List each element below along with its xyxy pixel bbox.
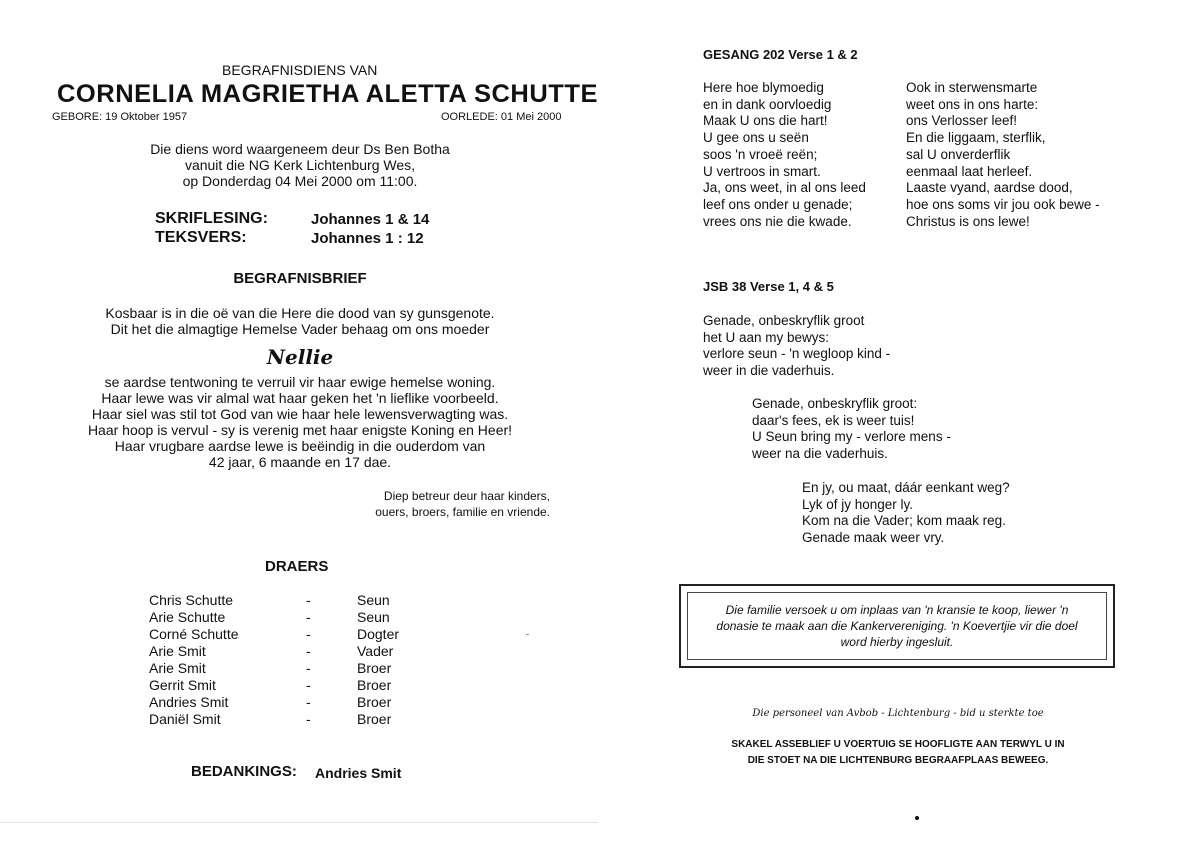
instruction-line: DIE STOET NA DIE LICHTENBURG BEGRAAFPLAAS BEWEEG. bbox=[747, 755, 1049, 766]
reading-label: SKRIFLESING: bbox=[155, 210, 268, 227]
text-value: Johannes 1 : 12 bbox=[311, 230, 424, 247]
bearer-relation: Broer bbox=[357, 660, 392, 676]
bearer-dash: - bbox=[306, 609, 311, 625]
bearer-name: Arie Smit bbox=[149, 643, 206, 659]
service-line: vanuit die NG Kerk Lichtenburg Wes, bbox=[184, 157, 416, 173]
letter-body bbox=[40, 374, 560, 470]
service-heading: BEGRAFNISDIENS VAN bbox=[222, 62, 378, 78]
bearers-list bbox=[0, 592, 600, 732]
verse-line: weer na die vaderhuis. bbox=[752, 446, 888, 462]
birth-date: GEBORE: 19 Oktober 1957 bbox=[52, 111, 188, 123]
verse-line: Laaste vyand, aardse dood, bbox=[906, 180, 1073, 196]
verse-line: ons Verlosser leef! bbox=[906, 113, 1018, 129]
bearer-dash: - bbox=[306, 677, 311, 693]
verse-line: weer in die vaderhuis. bbox=[703, 363, 835, 379]
bearer-relation: Seun bbox=[357, 609, 390, 625]
scan-speck bbox=[526, 634, 529, 635]
verse-line: weet ons in ons harte: bbox=[906, 96, 1039, 112]
hymn2-verse1 bbox=[703, 313, 890, 380]
bearer-dash: - bbox=[306, 711, 311, 727]
bearer-name: Andries Smit bbox=[149, 694, 229, 710]
page-edge bbox=[0, 822, 598, 823]
deceased-name: CORNELIA MAGRIETHA ALETTA SCHUTTE bbox=[57, 80, 598, 108]
service-line: Die diens word waargeneem deur Ds Ben Botha bbox=[150, 141, 450, 157]
bearer-name: Daniël Smit bbox=[149, 711, 221, 727]
letter-intro bbox=[50, 305, 550, 337]
thanks-label: BEDANKINGS: bbox=[191, 763, 297, 780]
bearers-title: DRAERS bbox=[265, 558, 329, 575]
verse-line: En die liggaam, sterflik, bbox=[906, 130, 1046, 146]
letter-line: 42 jaar, 6 maande en 17 dae. bbox=[208, 454, 392, 470]
reading-value: Johannes 1 & 14 bbox=[311, 211, 430, 228]
verse-line: het U aan my bewys: bbox=[703, 329, 830, 345]
bearer-dash: - bbox=[306, 660, 311, 676]
hymn2-verse2 bbox=[752, 396, 951, 463]
text-label: TEKSVERS: bbox=[155, 229, 247, 246]
letter-line: Haar hoop is vervul - sy is verenig met haar enigste Koning en Heer! bbox=[87, 422, 513, 438]
verse-line: En jy, ou maat, dáár eenkant weg? bbox=[802, 480, 1010, 495]
verse-line: vrees ons nie die kwade. bbox=[703, 213, 852, 229]
verse-line: sal U onverderflik bbox=[906, 146, 1011, 162]
service-details bbox=[100, 141, 500, 189]
bearer-relation: Seun bbox=[357, 592, 390, 608]
verse-line: U vertroos in smart. bbox=[703, 163, 821, 179]
hymn1-verse2 bbox=[906, 80, 1100, 230]
verse-line: Here hoe blymoedig bbox=[703, 80, 824, 95]
verse-line: Maak U ons die hart! bbox=[703, 113, 828, 129]
verse-line: en in dank oorvloedig bbox=[703, 96, 832, 112]
thanks-value: Andries Smit bbox=[315, 765, 402, 781]
verse-line: U gee ons u seën bbox=[703, 130, 809, 146]
letter-title: BEGRAFNISBRIEF bbox=[233, 270, 367, 287]
death-date: OORLEDE: 01 Mei 2000 bbox=[441, 111, 562, 123]
bearer-relation: Broer bbox=[357, 694, 392, 710]
donation-notice bbox=[679, 584, 1115, 668]
verse-line: Genade maak weer vry. bbox=[802, 530, 945, 546]
bearer-relation: Vader bbox=[357, 643, 394, 659]
mourners bbox=[300, 488, 550, 520]
verse-line: soos 'n vroeë reën; bbox=[703, 146, 818, 162]
verse-line: Christus is ons lewe! bbox=[906, 213, 1030, 229]
bearer-dash: - bbox=[306, 643, 311, 659]
letter-line: Haar siel was stil tot God van wie haar hele lewensverwagting was. bbox=[91, 406, 509, 422]
letter-line: Haar lewe was vir almal wat haar geken het 'n lieflike voorbeeld. bbox=[101, 390, 499, 406]
service-line: op Donderdag 04 Mei 2000 om 11:00. bbox=[182, 173, 418, 189]
bearer-dash: - bbox=[306, 592, 311, 608]
verse-line: Genade, onbeskryflik groot bbox=[703, 313, 865, 328]
verse-line: eenmaal laat herleef. bbox=[906, 163, 1033, 179]
mourners-line: Diep betreur deur haar kinders, bbox=[383, 489, 550, 503]
bearer-dash: - bbox=[306, 626, 311, 642]
bearer-name: Arie Schutte bbox=[149, 609, 226, 625]
mourners-line: ouers, broers, familie en vriende. bbox=[375, 505, 550, 519]
hymn1-title: GESANG 202 Verse 1 & 2 bbox=[703, 47, 858, 62]
bearer-relation: Dogter bbox=[357, 626, 400, 642]
letter-line: se aardse tentwoning te verruil vir haar ewige hemelse woning. bbox=[104, 374, 496, 390]
donation-notice-text: Die familie versoek u om inplaas van 'n kransie te koop, liewer 'n donasie te maak aan die Kankervereniging. 'n Koevertjie vir die doel word hierby ingesluit. bbox=[687, 592, 1107, 660]
bearer-name: Gerrit Smit bbox=[149, 677, 216, 693]
bearer-name: Corné Schutte bbox=[149, 626, 239, 642]
bearer-name: Arie Smit bbox=[149, 660, 206, 676]
verse-line: Lyk of jy honger ly. bbox=[802, 496, 914, 512]
bearer-relation: Broer bbox=[357, 711, 392, 727]
verse-line: Genade, onbeskryflik groot: bbox=[752, 396, 918, 411]
hymn2-verse3 bbox=[802, 480, 1010, 547]
verse-line: Ook in sterwensmarte bbox=[906, 80, 1038, 95]
nickname: Nellie bbox=[266, 345, 334, 369]
verse-line: verlore seun - 'n wegloop kind - bbox=[703, 346, 891, 362]
letter-line: Haar vrugbare aardse lewe is beëindig in die ouderdom van bbox=[114, 438, 486, 454]
verse-line: hoe ons soms vir jou ook bewe - bbox=[906, 196, 1100, 212]
verse-line: Ja, ons weet, in al ons leed bbox=[703, 180, 866, 196]
bearer-relation: Broer bbox=[357, 677, 392, 693]
verse-line: leef ons onder u genade; bbox=[703, 196, 853, 212]
letter-line: Dit het die almagtige Hemelse Vader behaag om ons moeder bbox=[110, 321, 490, 337]
personnel-message: Die personeel van Avbob - Lichtenburg - bid u sterkte toe bbox=[752, 708, 1044, 719]
verse-line: Kom na die Vader; kom maak reg. bbox=[802, 513, 1006, 529]
procession-instruction bbox=[680, 737, 1116, 769]
hymn1-verse1 bbox=[703, 80, 866, 230]
instruction-line: SKAKEL ASSEBLIEF U VOERTUIG SE HOOFLIGTE AAN TERWYL U IN bbox=[731, 739, 1065, 750]
bearer-name: Chris Schutte bbox=[149, 592, 234, 608]
bullet-dot bbox=[915, 816, 919, 820]
verse-line: U Seun bring my - verlore mens - bbox=[752, 429, 951, 445]
letter-line: Kosbaar is in die oë van die Here die dood van sy gunsgenote. bbox=[105, 305, 495, 321]
bearer-dash: - bbox=[306, 694, 311, 710]
verse-line: daar's fees, ek is weer tuis! bbox=[752, 412, 915, 428]
hymn2-title: JSB 38 Verse 1, 4 & 5 bbox=[703, 279, 834, 294]
